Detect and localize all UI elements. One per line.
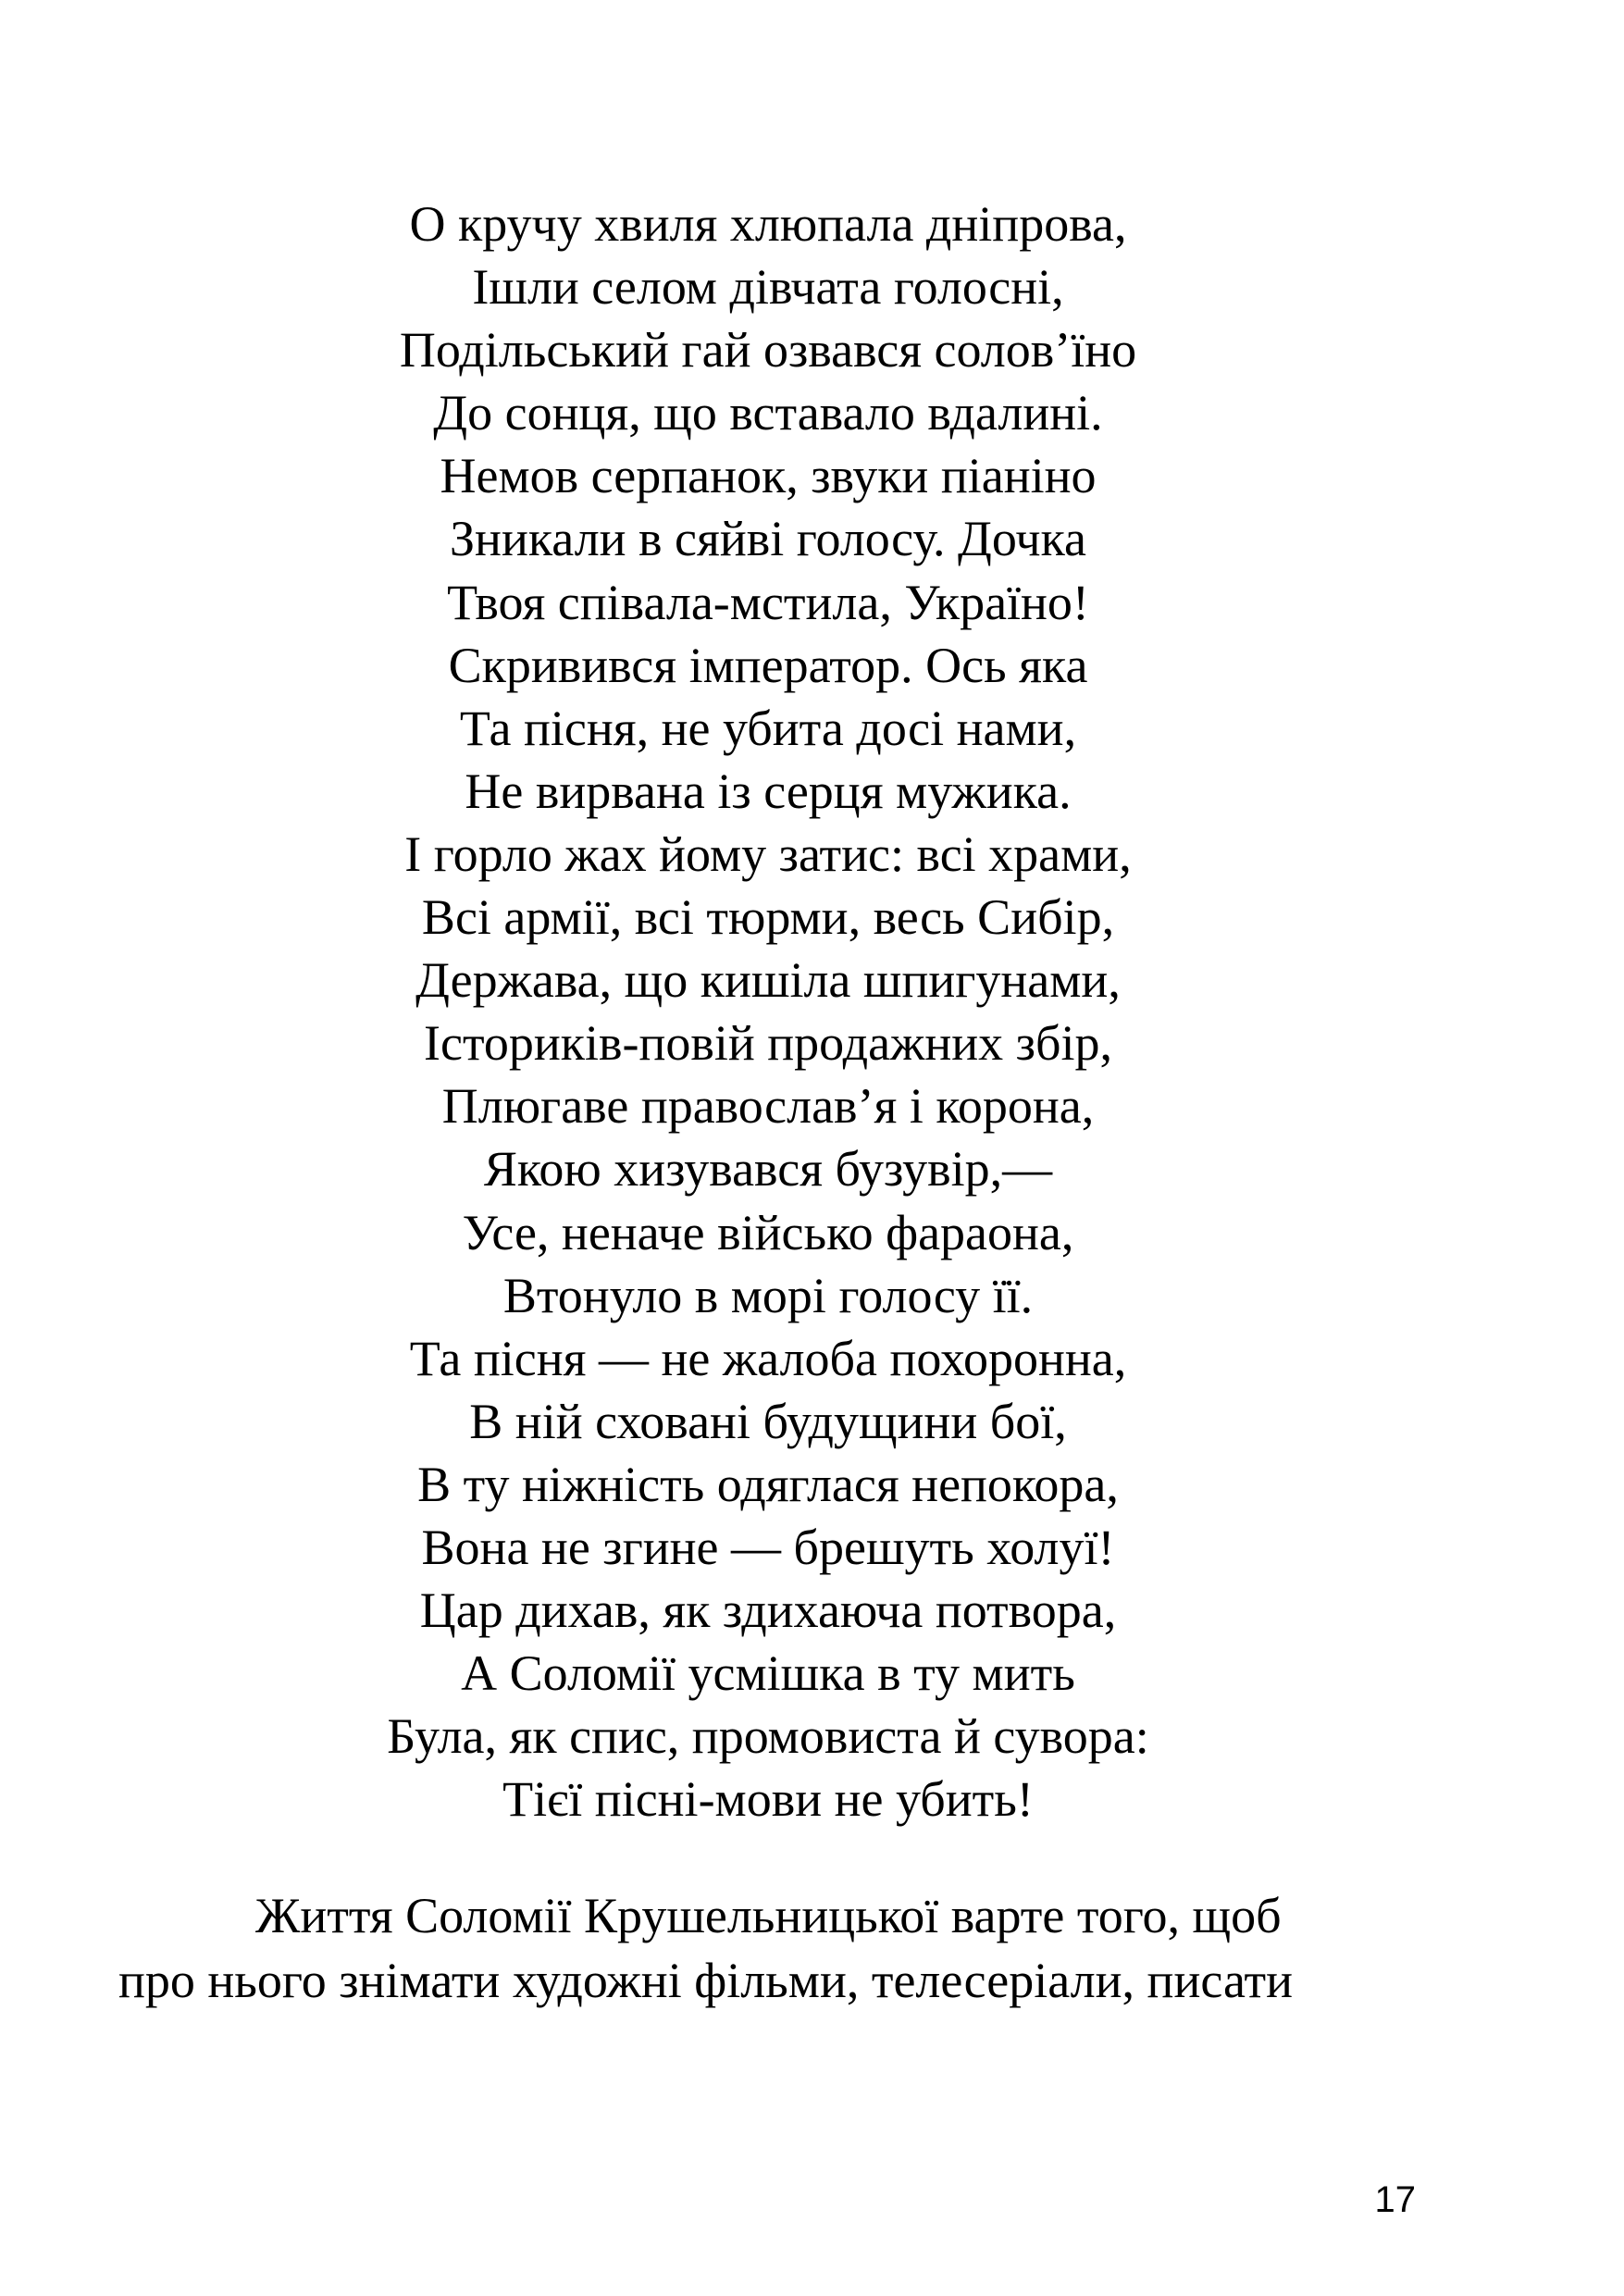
poem-line: В ту ніжність одяглася непокора,: [417, 1456, 1119, 1512]
poem-line: В ній сховані будущини бої,: [469, 1393, 1067, 1449]
poem-line: Плюгаве православ’я і корона,: [441, 1078, 1095, 1135]
poem-line: Втонуло в морі голосу її.: [502, 1267, 1034, 1323]
paragraph-line: про нього знімати художні фільми, телесеріали, писати: [118, 1953, 1294, 2008]
poem-line: Усе, неначе військо фараона,: [462, 1204, 1074, 1260]
poem-line: Не вирвана із серця мужика.: [465, 763, 1072, 819]
poem-line: Та пісня, не убита досі нами,: [459, 700, 1077, 756]
poem-line: Вона не згине — брешуть холуї!: [421, 1519, 1115, 1575]
poem-line: Немов серпанок, звуки піаніно: [440, 448, 1097, 504]
paragraph-line: Життя Соломії Крушельницької варте того, щоб: [255, 1888, 1282, 1943]
poem-line: Держава, що кишіла шпигунами,: [415, 952, 1121, 1009]
poem-line: До сонця, що вставало вдалині.: [433, 385, 1103, 441]
poem-line: І горло жах йому затис: всі храми,: [404, 825, 1132, 882]
poem-line: О кручу хвиля хлюпала дніпрова,: [409, 196, 1127, 252]
poem-line: Ішли селом дівчата голосні,: [472, 259, 1064, 316]
poem-stanza: [0, 192, 1536, 1831]
poem-line: Всі армії, всі тюрми, весь Сибір,: [421, 889, 1115, 946]
poem-line: Істориків-повій продажних збір,: [424, 1015, 1112, 1072]
poem-line: Скривився імператор. Ось яка: [448, 637, 1088, 693]
poem-line: Подільський гай озвався солов’їно: [399, 322, 1137, 379]
poem-line: Якою хизувався бузувір,—: [483, 1141, 1053, 1198]
poem-line: Тієї пісні-мови не убить!: [502, 1771, 1034, 1828]
poem-line: А Соломії усмішка в ту мить: [461, 1645, 1075, 1702]
poem-line: Твоя співала-мстила, Україно!: [447, 574, 1089, 630]
page-number: 17: [1374, 2179, 1416, 2220]
poem-line: Цар дихав, як здихаюча потвора,: [419, 1582, 1117, 1639]
body-paragraph: [118, 1883, 1414, 2013]
poem-line: Була, як спис, промовиста й сувора:: [387, 1708, 1149, 1765]
poem-line: Зникали в сяйві голосу. Дочка: [450, 511, 1086, 567]
poem-line: Та пісня — не жалоба похоронна,: [409, 1330, 1127, 1386]
